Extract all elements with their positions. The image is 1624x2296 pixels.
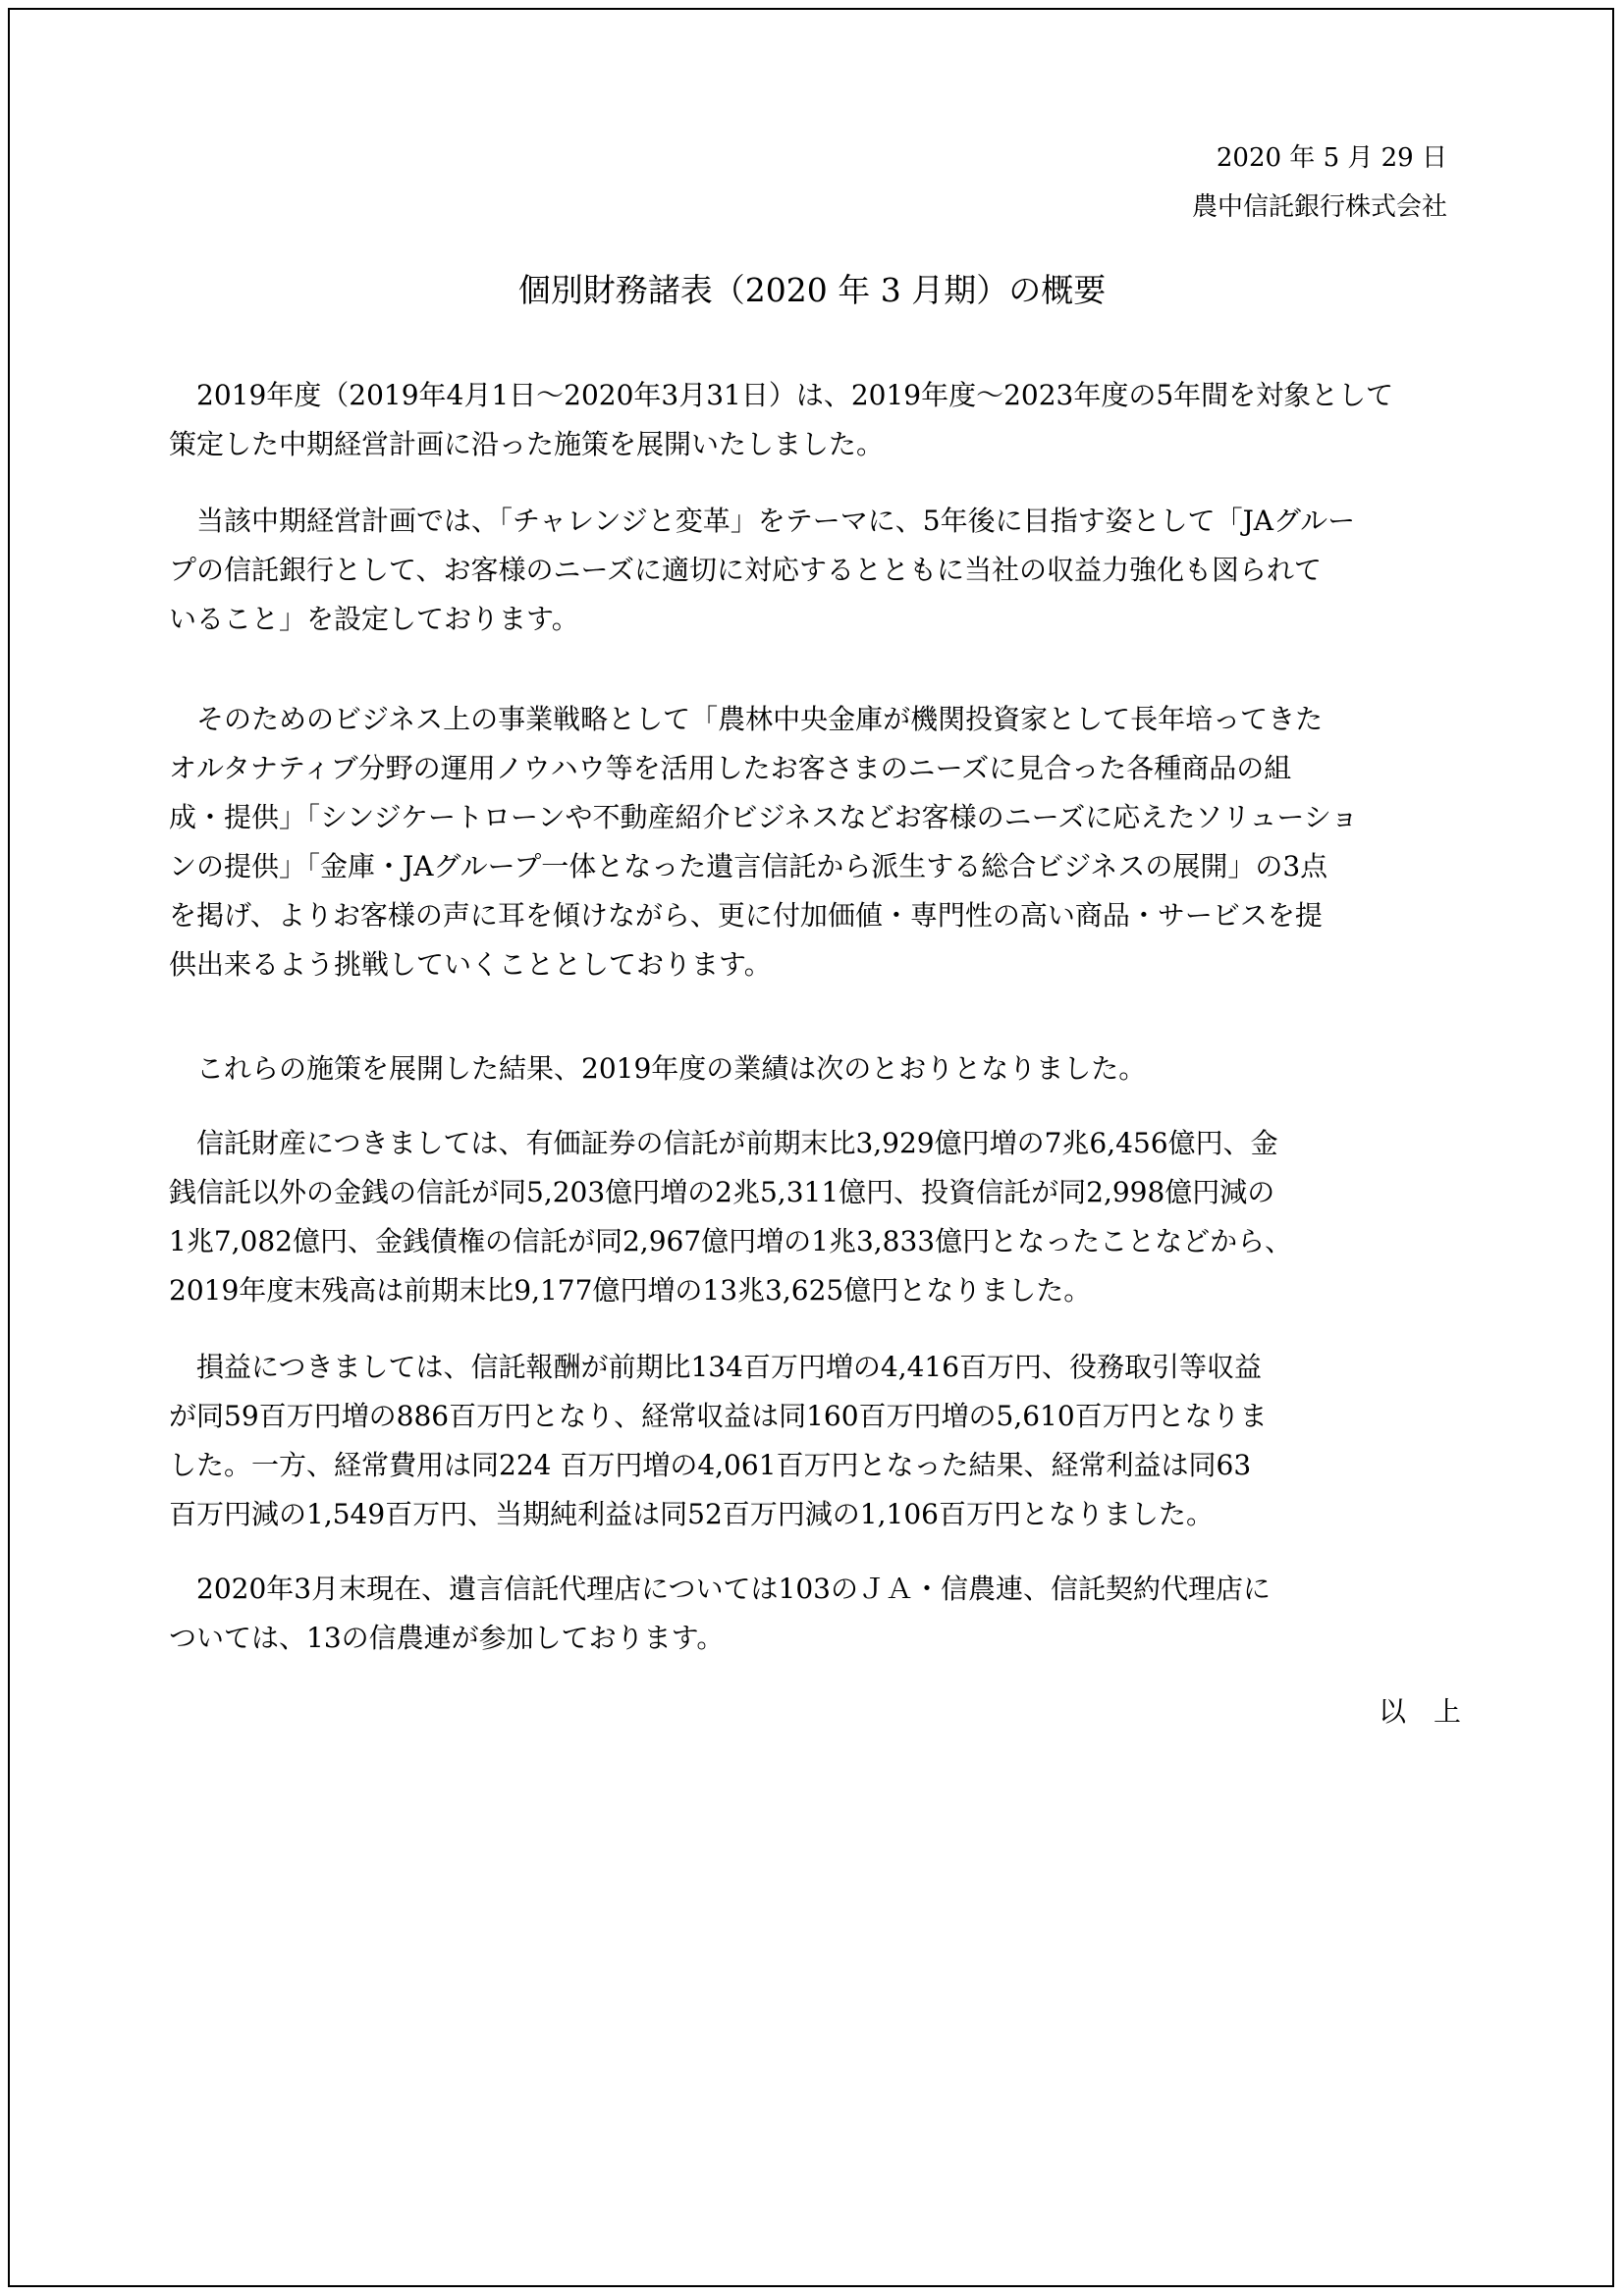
paragraph-profit-loss: 損益につきましては、信託報酬が前期比134百万円増の4,416百万円、役務取引等収益 が同59百万円増の886百万円となり、経常収益は同160百万円増の5,610百万円となりま した。一方、経常費用は同224 百万円増の4,061百万円となった結果、経常利益は同63 百万円減の1,549百万円、当期純利益は同52百万円減の1,106百万円となりました。 [169,1351,1268,1530]
document-title: 個別財務諸表（2020 年 3 月期）の概要 [517,271,1107,309]
company-name: 農中信託銀行株式会社 [1191,192,1447,222]
paragraph-results-intro: これらの施策を展開した結果、2019年度の業績は次のとおりとなりました。 [169,1052,1147,1085]
document-date: 2020 年 5 月 29 日 [1216,143,1447,173]
paragraph-trust-assets: 信託財産につきましては、有価証券の信託が前期末比3,929億円増の7兆6,456億円、金 銭信託以外の金銭の信託が同5,203億円増の2兆5,311億円、投資信託が同2,998億円減の 1兆7,082億円、金銭債権の信託が同2,967億円増の1兆3,833億円となったことなどから、 2019年度末残高は前期末比9,177億円増の13兆3,625億円となりました。 [169,1127,1293,1307]
paragraph-intro: 2019年度（2019年4月1日～2020年3月31日）は、2019年度～2023年度の5年間を対象として 策定した中期経営計画に沿った施策を展開いたしました。 [169,379,1394,460]
closing-mark: 以 上 [1378,1695,1461,1728]
paragraph-strategy: そのためのビジネス上の事業戦略として「農林中央金庫が機関投資家として長年培ってきた オルタナティブ分野の運用ノウハウ等を活用したお客さまのニーズに見合った各種商品の組 成・提供」「シンジケートローンや不動産紹介ビジネスなどお客様のニーズに応えたソリューショ ンの提供」「金庫・JAグループ一体となった遺言信託から派生する総合ビジネスの展開」の3点 を掲げ、よりお客様の声に耳を傾けながら、更に付加価値・専門性の高い商品・サービスを提 供出来るよう挑戦していくこととしております。 [169,703,1359,981]
paragraph-plan: 当該中期経営計画では、「チャレンジと変革」をテーマに、5年後に目指す姿として「JAグルー プの信託銀行として、お客様のニーズに適切に対応するとともに当社の収益力強化も図られて いること」を設定しております。 [169,505,1356,635]
paragraph-agencies: 2020年3月末現在、遺言信託代理店については103のＪＡ・信農連、信託契約代理店に ついては、13の信農連が参加しております。 [169,1573,1271,1654]
document-header [1192,133,1447,232]
